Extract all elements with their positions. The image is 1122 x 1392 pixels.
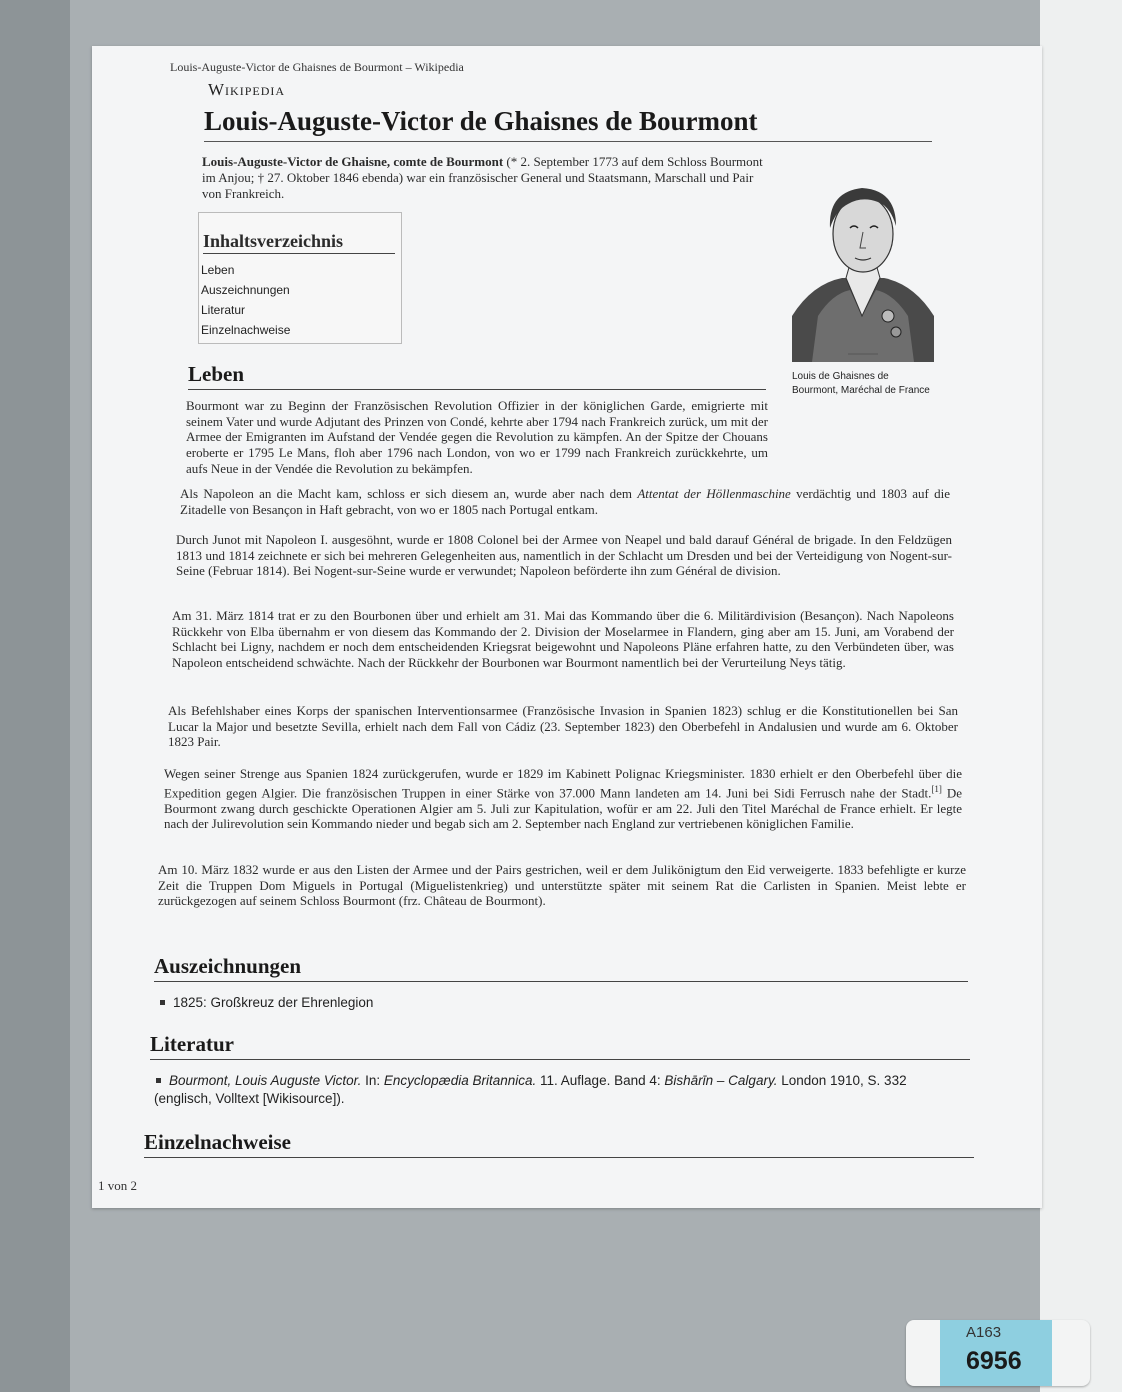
leben-paragraph-4: Am 31. März 1814 trat er zu den Bourbonen über und erhielt am 31. Mai das Kommando über die 6. Militärdivision (Besançon). Nach Napoleons Rückkehr von Elba übernahm er von diesem das Kommando der 2. Division der Moselarmee in Flandern, ging aber am 15. Juni, am Vorabend der Schlacht bei Ligny, nachdem er noch dem entscheidenden Kriegsrat beigewohnt und Napoleons Pläne erfahren hatte, zu den Verbündeten über, was Napoleon entscheidend schwächte. Nach der Rückkehr der Bourbonen war Bourmont namentlich bei der Verurteilung Neys tätig. — [172, 608, 954, 671]
toc-item-literatur[interactable]: Literatur — [201, 303, 246, 317]
heading-einzelnachweise: Einzelnachweise — [144, 1130, 974, 1158]
portrait-image[interactable] — [792, 166, 934, 362]
background-right — [1040, 0, 1122, 1392]
leben-paragraph-1: Bourmont war zu Beginn der Französischen Revolution Offizier in der königlichen Garde, emigrierte mit seinem Vater und wurde Adjutant des Prinzen von Condé, kehrte aber 1794 nach Frankreich zurück, um mit der Armee der Emigranten im Aufstand der Vendée gegen die Revolution zu kämpfen. An der Spitze der Chouans eroberte er 1795 Le Mans, floh aber 1796 nach London, von wo er 1799 nach Frankreich zurückkehrte, um aufs Neue in der Vendée die Revolution zu bekämpfen. — [186, 398, 768, 476]
footnote-ref[interactable]: [1] — [931, 783, 942, 794]
background-left — [0, 0, 70, 1392]
link-attentat[interactable]: Attentat der Höllenmaschine — [637, 486, 791, 501]
list-item: 1825: Großkreuz der Ehrenlegion — [158, 994, 958, 1012]
table-of-contents — [198, 212, 402, 344]
leben-paragraph-2: Als Napoleon an die Macht kam, schloss er sich diesem an, wurde aber nach dem Attentat der Höllenmaschine verdächtig und 1803 auf die Zitadelle von Besançon in Haft gebracht, von wo er 1805 nach Portugal entkam. — [180, 486, 951, 517]
archive-number: 6956 — [966, 1347, 1022, 1375]
heading-leben: Leben — [188, 362, 766, 390]
page-title: Louis-Auguste-Victor de Ghaisnes de Bourmont — [204, 106, 932, 142]
bullet-icon — [156, 1078, 161, 1083]
bullet-icon — [160, 1000, 165, 1005]
toc-item-einzelnachweise[interactable]: Einzelnachweise — [201, 323, 291, 337]
leben-paragraph-7: Am 10. März 1832 wurde er aus den Listen der Armee und der Pairs gestrichen, weil er dem Julikönigtum den Eid verweigerte. 1833 befehligte er kurze Zeit die Truppen Dom Miguels in Portugal (Miguelistenkrieg) und unterstützte später mit seinem Rat die Carlisten in Spanien. Meist lebte er zurückgezogen auf seinem Schloss Bourmont (frz. Château de Bourmont). — [158, 862, 966, 909]
archive-code: A163 — [966, 1324, 1002, 1341]
intro-name: Louis-Auguste-Victor de Ghaisne, comte de Bourmont — [202, 154, 504, 169]
toc-item-leben[interactable]: Leben — [201, 263, 235, 277]
toc-item-auszeichnungen[interactable]: Auszeichnungen — [201, 283, 290, 297]
image-caption: Louis de Ghaisnes de Bourmont, Maréchal de France — [792, 371, 930, 396]
archive-label — [906, 1320, 1090, 1386]
leben-paragraph-5: Als Befehlshaber eines Korps der spanischen Interventionsarmee (Französische Invasion in Spanien 1823) schlug er die Konstitutionellen bei San Lucar la Major und besetzte Sevilla, erhielt nach dem Fall von Cádiz (23. September 1823) den Oberbefehl in Andalusien und wurde am 6. Oktober 1823 Pair. — [168, 703, 958, 750]
list-item: Bourmont, Louis Auguste Victor. In: Encyclopædia Britannica. 11. Auflage. Band 4: Bishārīn – Calgary. London 1910, S. 332 (englisch, Volltext [Wikisource]). — [154, 1073, 907, 1106]
page-indicator: 1 von 2 — [98, 1178, 137, 1193]
leben-paragraph-3: Durch Junot mit Napoleon I. ausgesöhnt, wurde er 1808 Colonel bei der Armee von Neapel und bald darauf Général de brigade. In den Feldzügen 1813 und 1814 zeichnete er sich bei mehreren Gelegenheiten aus, namentlich in der Schlacht um Dresden und bei der Verteidigung von Nogent-sur-Seine (Februar 1814). Bei Nogent-sur-Seine wurde er verwundet; Napoleon beförderte ihn zum Général de division. — [176, 532, 952, 579]
leben-paragraph-6: Wegen seiner Strenge aus Spanien 1824 zurückgerufen, wurde er 1829 im Kabinett Polignac Kriegsminister. 1830 erhielt er den Oberbefehl über die Expedition gegen Algier. Die französischen Truppen in einer Stärke von 37.000 Mann landeten am 14. Juni bei Sidi Ferrusch nahe der Stadt.[1] De Bourmont zwang durch geschickte Operationen Algier am 5. Juli zur Kapitulation, wofür er am 22. Juli den Titel Maréchal de France erhielt. Er legte nach der Julirevolution sein Kommando nieder und begab sich am 2. September nach England zur vertriebenen königlichen Familie. — [164, 766, 963, 832]
intro-paragraph — [202, 154, 772, 202]
heading-literatur: Literatur — [150, 1032, 970, 1060]
printed-page — [92, 46, 1042, 1208]
archive-label-tag — [940, 1320, 1052, 1386]
wikipedia-logo: Wikipedia — [208, 80, 286, 99]
toc-title: Inhaltsverzeichnis — [203, 231, 395, 254]
intro-text: (* 2. September 1773 auf dem Schloss Bourmont im Anjou; † 27. Oktober 1846 ebenda) war ein französischer General und Staatsmann, Marschall und Pair von Frankreich. — [202, 154, 763, 201]
heading-auszeichnungen: Auszeichnungen — [154, 954, 968, 982]
print-header: Louis-Auguste-Victor de Ghaisnes de Bourmont – Wikipedia — [170, 60, 464, 74]
